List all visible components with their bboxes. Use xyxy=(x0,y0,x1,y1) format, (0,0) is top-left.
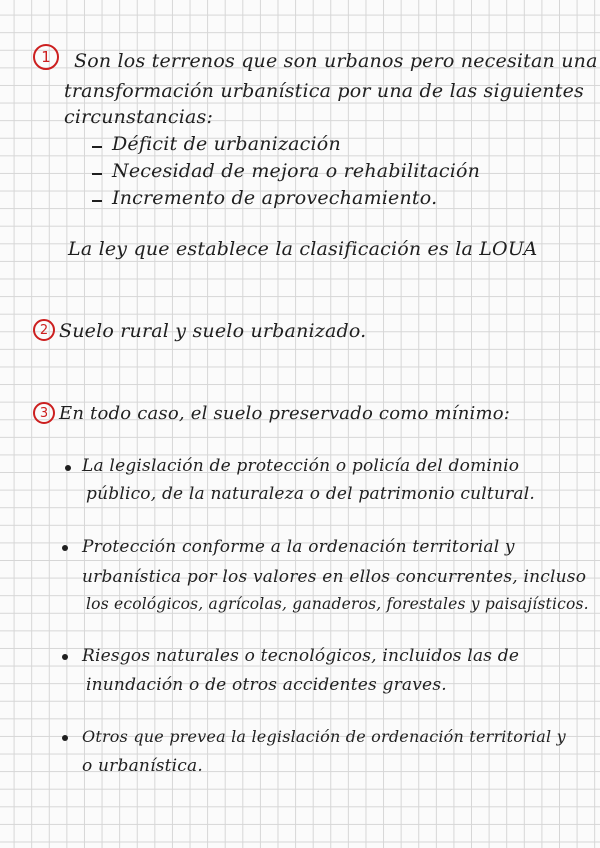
dash-bullet xyxy=(92,173,102,175)
answer-1-item-2: Necesidad de mejora o rehabilitación xyxy=(112,160,481,182)
answer-1-item-1: Déficit de urbanización xyxy=(112,133,341,155)
answer-2-text: Suelo rural y suelo urbanizado. xyxy=(59,320,367,342)
answer-1-line-3: circunstancias: xyxy=(64,106,214,128)
answer-2-number-circle: 2 xyxy=(33,319,55,341)
answer-3-bullet-2-line-2: urbanística por los valores en ellos concurrentes, incluso xyxy=(82,567,587,587)
answer-1-number-circle: 1 xyxy=(33,44,59,70)
answer-3-bullet-4-line-2: o urbanística. xyxy=(82,756,203,776)
dash-bullet xyxy=(92,146,102,148)
answer-3-bullet-3-line-2: inundación o de otros accidentes graves. xyxy=(86,675,447,695)
answer-1-law-sentence: La ley que establece la clasificación es la LOUA xyxy=(68,238,538,260)
answer-3-intro: En todo caso, el suelo preservado como mínimo: xyxy=(59,403,511,424)
dash-bullet xyxy=(92,200,102,202)
answer-3-bullet-2-line-3: los ecológicos, agrícolas, ganaderos, forestales y paisajísticos. xyxy=(86,595,589,613)
bullet-dot xyxy=(65,465,71,471)
bullet-dot xyxy=(62,545,68,551)
answer-3-bullet-2-line-1: Protección conforme a la ordenación territorial y xyxy=(82,537,515,557)
answer-3-bullet-1-line-2: público, de la naturaleza o del patrimonio cultural. xyxy=(86,484,535,504)
answer-1-line-1: Son los terrenos que son urbanos pero necesitan una xyxy=(74,50,598,72)
answer-3-bullet-1-line-1: La legislación de protección o policía del dominio xyxy=(82,456,520,476)
bullet-dot xyxy=(62,735,68,741)
answer-1-item-3: Incremento de aprovechamiento. xyxy=(112,187,438,209)
answer-3-bullet-4-line-1: Otros que prevea la legislación de ordenación territorial y xyxy=(82,727,566,746)
bullet-dot xyxy=(62,654,68,660)
answer-3-number-circle: 3 xyxy=(33,402,55,424)
answer-1-line-2: transformación urbanística por una de las siguientes xyxy=(64,80,584,102)
answer-3-bullet-3-line-1: Riesgos naturales o tecnológicos, incluidos las de xyxy=(82,646,520,666)
